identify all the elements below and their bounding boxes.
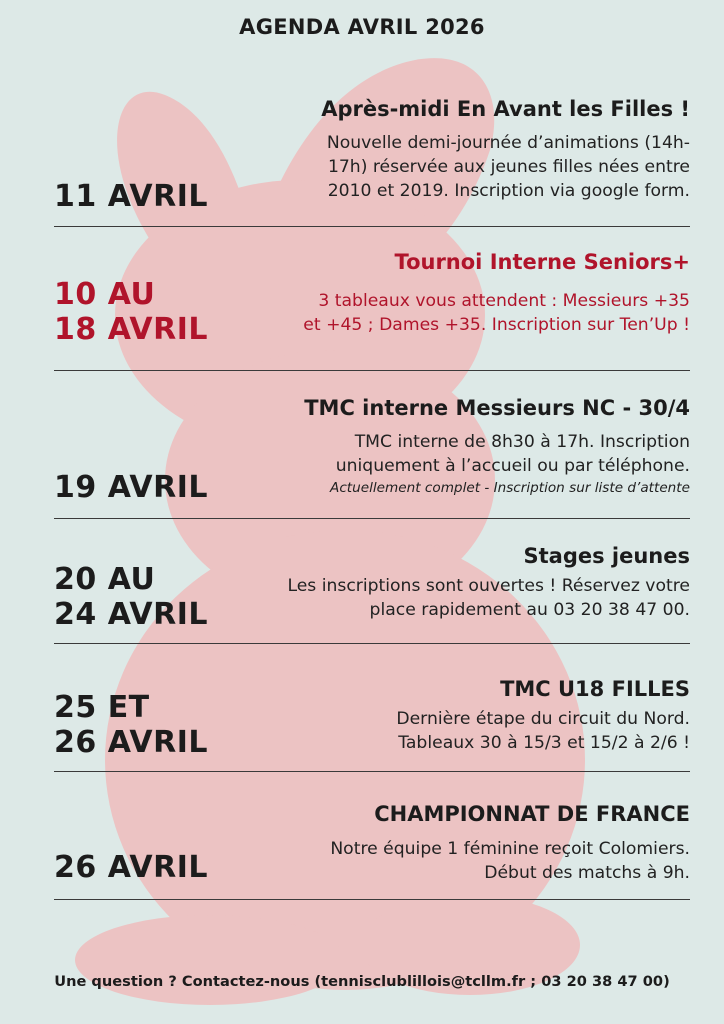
event-description: [287, 574, 690, 622]
event-title: CHAMPIONNAT DE FRANCE: [374, 802, 690, 826]
desc-line: Les inscriptions sont ouvertes ! Réservez votre: [287, 576, 690, 596]
date-line: 26 AVRIL: [54, 850, 208, 885]
desc-line: Notre équipe 1 féminine reçoit Colomiers.: [330, 839, 690, 859]
event-block: [321, 94, 690, 203]
date-line: 11 AVRIL: [54, 179, 208, 214]
event-title: Après-midi En Avant les Filles !: [321, 97, 690, 121]
event-note: Actuellement complet - Inscription sur liste d’attente: [330, 480, 690, 496]
date-line: 24 AVRIL: [54, 597, 208, 632]
event-block: [287, 541, 690, 622]
event-date: [54, 690, 208, 760]
divider: [54, 771, 690, 772]
date-line: 18 AVRIL: [54, 312, 208, 347]
page-title: AGENDA AVRIL 2026: [239, 15, 485, 39]
event-block: [303, 247, 690, 337]
event-date: [54, 562, 208, 632]
contact-footer: Une question ? Contactez-nous (tennisclublillois@tcllm.fr ; 03 20 38 47 00): [54, 973, 670, 990]
event-title: TMC U18 FILLES: [500, 677, 690, 701]
event-block: [330, 799, 690, 885]
event-date: [54, 470, 208, 505]
event-date: [54, 850, 208, 885]
event-block: [396, 674, 690, 755]
divider: [54, 899, 690, 900]
date-line: 25 ET: [54, 690, 150, 725]
event-title: Stages jeunes: [523, 544, 690, 568]
desc-line: Dernière étape du circuit du Nord.: [396, 709, 690, 729]
date-line: 26 AVRIL: [54, 725, 208, 760]
date-line: 10 AU: [54, 277, 156, 312]
event-date: [54, 179, 208, 214]
event-description: [330, 837, 690, 885]
divider: [54, 226, 690, 227]
event-description: [303, 289, 690, 337]
desc-line: uniquement à l’accueil ou par téléphone.: [335, 456, 690, 476]
desc-line: et +45 ; Dames +35. Inscription sur Ten’Up !: [303, 315, 690, 335]
event-date: [54, 277, 208, 347]
divider: [54, 518, 690, 519]
desc-line: Début des matchs à 9h.: [484, 863, 690, 883]
desc-line: place rapidement au 03 20 38 47 00.: [369, 600, 690, 620]
desc-line: 3 tableaux vous attendent : Messieurs +35: [318, 291, 690, 311]
date-line: 19 AVRIL: [54, 470, 208, 505]
desc-line: Tableaux 30 à 15/3 et 15/2 à 2/6 !: [398, 733, 690, 753]
desc-line: 2010 et 2019. Inscription via google form.: [327, 181, 690, 201]
event-title: Tournoi Interne Seniors+: [394, 250, 690, 274]
divider: [54, 643, 690, 644]
event-title: TMC interne Messieurs NC - 30/4: [304, 396, 690, 420]
desc-line: Nouvelle demi-journée d’animations (14h-: [326, 133, 690, 153]
desc-line: TMC interne de 8h30 à 17h. Inscription: [354, 432, 690, 452]
desc-line: 17h) réservée aux jeunes filles nées entre: [327, 157, 690, 177]
event-description: [396, 707, 690, 755]
event-description: [321, 131, 690, 203]
event-description: [304, 430, 690, 478]
event-block: [304, 393, 690, 498]
divider: [54, 370, 690, 371]
date-line: 20 AU: [54, 562, 156, 597]
